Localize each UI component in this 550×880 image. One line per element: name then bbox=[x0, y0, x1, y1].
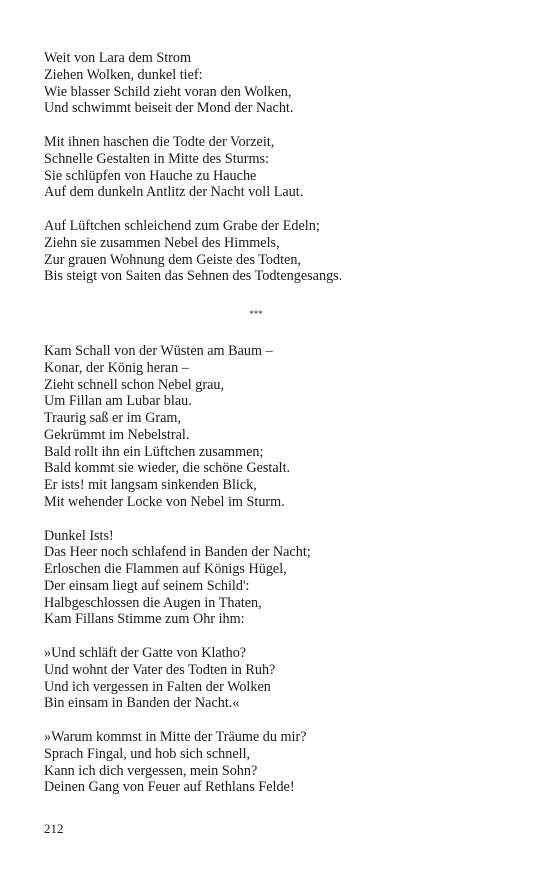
verse-line: Bald kommt sie wieder, die schöne Gestalt. bbox=[44, 460, 291, 477]
section-divider: *** bbox=[249, 309, 263, 319]
verse-line: Und schwimmt beiseit der Mond der Nacht. bbox=[44, 100, 294, 117]
verse-line: Wie blasser Schild zieht voran den Wolken, bbox=[44, 83, 292, 100]
verse-line: Auf Lüftchen schleichend zum Grabe der Edeln; bbox=[44, 218, 320, 234]
verse-line: Kam Fillans Stimme zum Ohr ihm: bbox=[44, 611, 245, 628]
stanza bbox=[44, 729, 514, 796]
verse-line: Er ists! mit langsam sinkenden Blick, bbox=[44, 477, 257, 493]
stanza bbox=[44, 528, 514, 629]
verse-line: Der einsam liegt auf seinem Schild': bbox=[44, 577, 250, 594]
verse-line: Mit ihnen haschen die Todte der Vorzeit, bbox=[44, 134, 275, 150]
verse-line: Ziehn sie zusammen Nebel des Himmels, bbox=[44, 234, 280, 251]
verse-line: Traurig saß er im Gram, bbox=[44, 410, 181, 426]
page-number: 212 bbox=[44, 821, 64, 836]
stanza bbox=[44, 343, 514, 511]
verse-line: Um Fillan am Lubar blau. bbox=[44, 393, 192, 410]
verse-line: Kann ich dich vergessen, mein Sohn? bbox=[44, 762, 258, 779]
verse-line: Zur grauen Wohnung dem Geiste des Todten, bbox=[44, 251, 301, 268]
verse-line: Dunkel Ists! bbox=[44, 527, 114, 544]
verse-line: Weit von Lara dem Strom bbox=[44, 50, 192, 66]
verse-line: Bald rollt ihn ein Lüftchen zusammen; bbox=[44, 443, 264, 460]
verse-line: Deinen Gang von Feuer auf Rethlans Felde! bbox=[44, 779, 295, 796]
stanza bbox=[44, 218, 514, 285]
stanza bbox=[44, 645, 514, 712]
verse-line: Sprach Fingal, und hob sich schnell, bbox=[44, 745, 251, 762]
verse-line: »Warum kommst in Mitte der Träume du mir? bbox=[44, 729, 307, 745]
verse-line: Schnelle Gestalten in Mitte des Sturms: bbox=[44, 150, 269, 167]
verse-line: Das Heer noch schlafend in Banden der Nacht; bbox=[44, 544, 311, 561]
verse-line: Auf dem dunkeln Antlitz der Nacht voll Laut. bbox=[44, 184, 304, 201]
verse-line: »Und schläft der Gatte von Klatho? bbox=[44, 645, 247, 661]
verse-line: Sie schlüpfen von Hauche zu Hauche bbox=[44, 167, 257, 184]
poem-body bbox=[44, 50, 514, 813]
verse-line: Bis steigt von Saiten das Sehnen des Todtengesangs. bbox=[44, 268, 343, 285]
verse-line: Und ich vergessen in Falten der Wolken bbox=[44, 678, 271, 695]
verse-line: Halbgeschlossen die Augen in Thaten, bbox=[44, 594, 262, 611]
verse-line: Konar, der König heran – bbox=[44, 359, 189, 376]
verse-line: Mit wehender Locke von Nebel im Sturm. bbox=[44, 493, 285, 510]
verse-line: Zieht schnell schon Nebel grau, bbox=[44, 376, 225, 393]
stanza bbox=[44, 134, 514, 201]
verse-line: Erloschen die Flammen auf Königs Hügel, bbox=[44, 561, 287, 577]
verse-line: Ziehen Wolken, dunkel tief: bbox=[44, 66, 203, 83]
verse-line: Bin einsam in Banden der Nacht.« bbox=[44, 695, 240, 712]
verse-line: Kam Schall von der Wüsten am Baum – bbox=[44, 343, 273, 359]
stanza bbox=[44, 50, 514, 117]
verse-line: Und wohnt der Vater des Todten in Ruh? bbox=[44, 661, 276, 678]
verse-line: Gekrümmt im Nebelstral. bbox=[44, 426, 190, 443]
